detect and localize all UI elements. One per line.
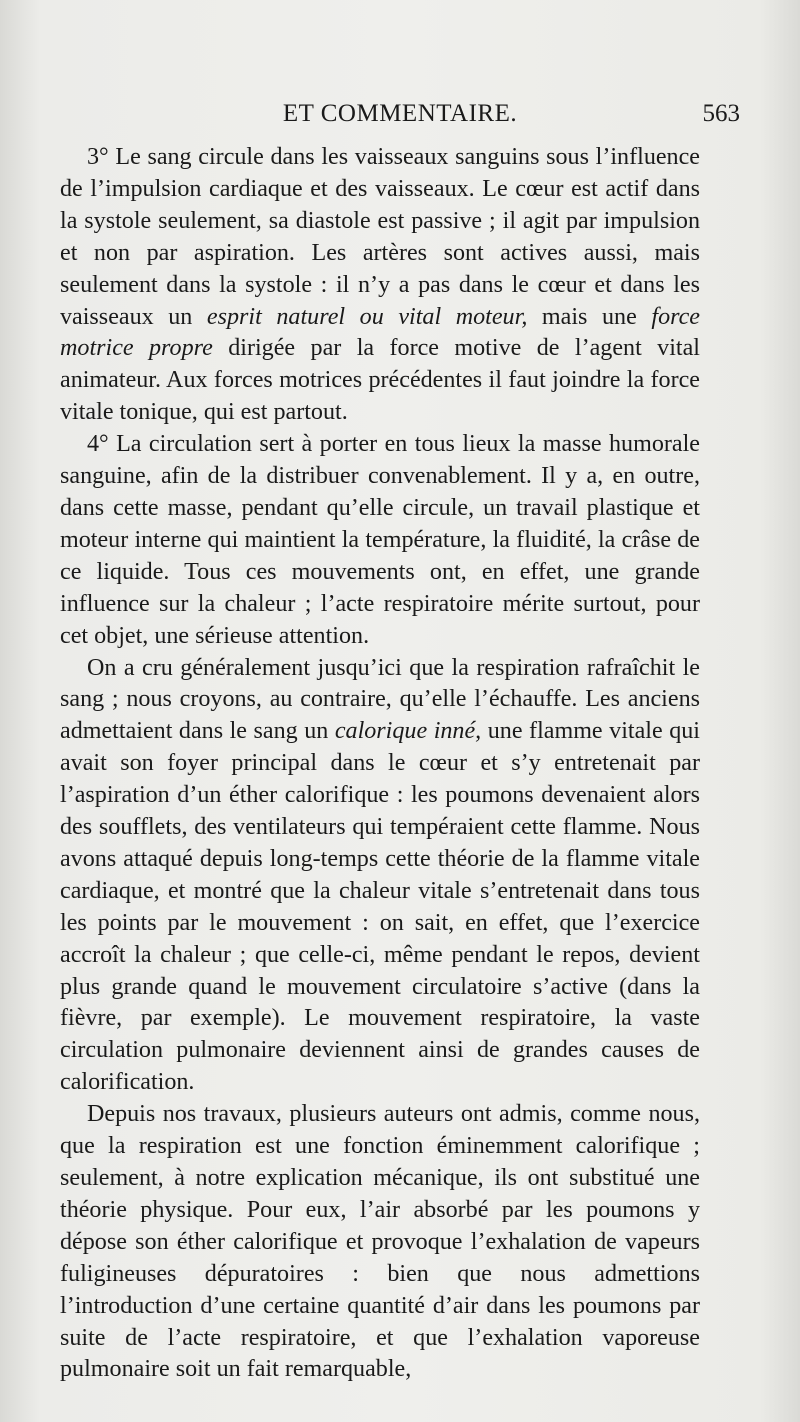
paragraph-text: On a cru généralement jusqu’ici que la respiration rafraîchit le sang ; nous croyons, au contraire, qu’elle l’échauffe. Les anciens admettaient dans le sang un: [60, 654, 700, 745]
paragraph-text: mais une: [527, 303, 652, 330]
paragraph-text: Depuis nos travaux, plusieurs auteurs ont admis, comme nous, que la respiration est une fonction éminemment calorifique ; seulement, à notre explication mécanique, ils ont substitué une théorie physique. Pour eux, l’air absorbé par les poumons y dépose son éther calorifique et provoque l’exhalation de vapeurs fuligineuses dépuratoires : bien que nous admettions l’introduction d’une certaine quantité d’air dans les poumons par suite de l’acte respiratoire, et que l’exhalation vaporeuse pulmonaire soit un fait remarquable,: [60, 1101, 700, 1383]
paragraph-respiration: [60, 653, 700, 1100]
paragraph-text: 3° Le sang circule dans les vaisseaux sanguins sous l’influence de l’impulsion cardiaque et des vaisseaux. Le cœur est actif dans la systole seulement, sa diastole est passive ; il agit par impulsion et non par aspiration. Les artères sont actives aussi, mais seulement dans la systole : il n’y a pas dans le cœur et dans les vaisseaux un: [60, 144, 700, 330]
paragraph-3: [60, 142, 700, 429]
body-text: [60, 142, 700, 1386]
page-number: 563: [702, 100, 740, 127]
page-header: [60, 100, 740, 136]
italic-phrase: esprit naturel ou vital moteur,: [206, 303, 528, 330]
running-head: ET COMMENTAIRE.: [282, 100, 518, 127]
paragraph-text: une flamme vitale qui avait son foyer principal dans le cœur et s’y entretenait par l’aspiration d’un éther calorifique : les poumons devenaient alors des soufflets, des ventilateurs qui tempéraient cette flamme. Nous avons attaqué depuis long-temps cette théorie de la flamme vitale cardiaque, et montré que la chaleur vitale s’entretenait dans tous les points par le mouvement : on sait, en effet, que l’exercice accroît la chaleur ; que celle-ci, même pendant le repos, devient plus grande quand le mouvement circulatoire s’active (dans la fièvre, par exemple). Le mouvement respiratoire, la vaste circulation pulmonaire deviennent ainsi de grandes causes de calorification.: [60, 718, 700, 1096]
italic-phrase: calorique inné,: [334, 718, 482, 745]
paragraph-4: [60, 429, 700, 652]
paragraph-text: dirigée par la force motive de l’agent vital animateur. Aux forces motrices précédentes il faut joindre la force vitale tonique, qui est partout.: [60, 335, 700, 426]
paragraph-travaux: [60, 1099, 700, 1386]
italic-phrase: force motrice propre: [60, 303, 700, 362]
paragraph-text: 4° La circulation sert à porter en tous lieux la masse humorale sanguine, afin de la distribuer convenablement. Il y a, en outre, dans cette masse, pendant qu’elle circule, un travail plastique et moteur interne qui maintient la température, la fluidité, la crâse de ce liquide. Tous ces mouvements ont, en effet, une grande influence sur la chaleur ; l’acte respiratoire mérite surtout, pour cet objet, une sérieuse attention.: [60, 431, 700, 649]
